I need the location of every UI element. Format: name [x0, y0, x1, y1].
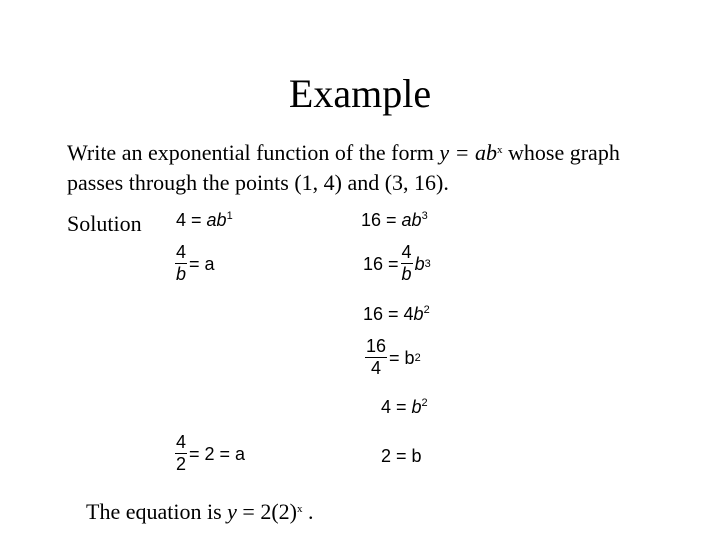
left-eq3-numerator: 4 — [176, 432, 187, 452]
left-equation-1 — [176, 209, 233, 231]
left-eq2-numerator: 4 — [176, 242, 187, 262]
right-eq3-exponent: 2 — [423, 304, 430, 316]
slide-title: Example — [288, 71, 432, 116]
right-eq4-rest: = b — [389, 347, 415, 368]
left-eq3-denominator: 2 — [176, 454, 187, 474]
final-answer-expression: = 2(2) — [236, 499, 297, 524]
right-eq1-lhs: 16 = — [361, 210, 402, 230]
left-eq3-rest: = 2 = a — [189, 443, 246, 464]
final-answer-period: . — [302, 499, 314, 524]
right-eq5-rhs: b — [411, 397, 422, 417]
right-eq2-fraction — [401, 242, 413, 285]
final-answer-exponent: x — [296, 503, 303, 515]
left-eq2-denominator: b — [176, 264, 187, 284]
right-eq5-exponent: 2 — [421, 397, 428, 409]
right-eq3-lhs: 16 = 4 — [363, 304, 414, 324]
right-eq6-text: 2 = b — [381, 446, 422, 466]
problem-line-2: passes through the points (1, 4) and (3, 16). — [67, 170, 449, 195]
problem-text-start: Write an exponential function of the form — [67, 140, 440, 165]
right-eq1-exponent: 3 — [421, 210, 428, 222]
left-eq2-rest: = a — [189, 253, 215, 274]
problem-text-end: whose graph — [502, 140, 620, 165]
left-equation-2 — [175, 242, 215, 285]
right-eq2-numerator: 4 — [401, 242, 412, 262]
right-eq2-rest: b — [414, 253, 425, 274]
problem-line-1 — [67, 138, 620, 168]
left-eq1-rhs: ab — [206, 210, 227, 230]
left-equation-3 — [175, 432, 245, 475]
right-equation-3 — [363, 303, 430, 325]
right-eq4-denominator: 4 — [371, 358, 382, 378]
solution-label: Solution — [67, 211, 142, 236]
right-eq4-fraction — [365, 336, 387, 379]
right-equation-4: $\frac{16}{4}$ = b 2 — [366, 336, 421, 378]
left-eq1-exponent: 1 — [226, 210, 233, 222]
right-eq2-denominator: b — [401, 264, 412, 284]
right-eq1-rhs: ab — [401, 210, 422, 230]
final-answer — [86, 497, 313, 527]
left-eq1-lhs: 4 = — [176, 210, 207, 230]
problem-statement — [67, 138, 620, 198]
left-eq2-fraction — [175, 242, 187, 285]
final-answer-lead: The equation is — [86, 499, 228, 524]
right-eq2-lhs: 16 = — [363, 253, 399, 274]
right-eq4-numerator: 16 — [366, 336, 387, 356]
right-equation-1 — [361, 209, 428, 231]
right-eq5-lhs: 4 = — [381, 397, 412, 417]
left-eq3-fraction — [175, 432, 187, 475]
final-answer-variable: y — [227, 499, 237, 524]
right-equation-6 — [381, 445, 422, 467]
right-eq3-rhs: b — [413, 304, 424, 324]
function-form-exponent: x — [497, 144, 503, 156]
right-equation-5 — [381, 396, 428, 418]
function-form: y = ab — [439, 140, 498, 165]
right-equation-2: 16 = $\frac{4}{b}$ b 3 — [363, 242, 431, 284]
